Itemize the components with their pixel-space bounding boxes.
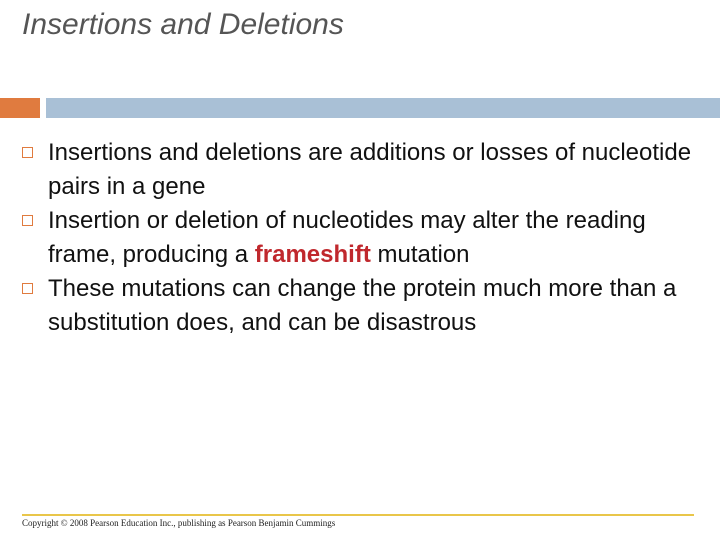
bullet-item [22, 136, 712, 204]
copyright-footer: Copyright © 2008 Pearson Education Inc., publishing as Pearson Benjamin Cummings [22, 518, 336, 528]
bullet-text [48, 204, 712, 272]
bullet-text-before: Insertion or deletion of nucleotides may alter the reading frame, producing a [48, 207, 646, 268]
bullet-item [22, 204, 712, 272]
accent-bar [0, 98, 40, 118]
slide-title: Insertions and Deletions [22, 8, 344, 41]
bullet-text: Insertions and deletions are additions or losses of nucleotide pairs in a gene [48, 139, 692, 200]
bullet-item [22, 272, 712, 340]
square-bullet-icon [22, 136, 48, 170]
bullet-text: These mutations can change the protein much more than a substitution does, and can be disastrous [48, 275, 677, 336]
bullet-list [22, 136, 712, 340]
bullet-text-after: mutation [370, 241, 470, 268]
square-bullet-icon [22, 204, 48, 238]
header-divider-bar [46, 98, 720, 118]
footer-divider [22, 514, 694, 516]
frameshift-highlight: frameshift [254, 241, 371, 268]
square-bullet-icon [22, 272, 48, 306]
